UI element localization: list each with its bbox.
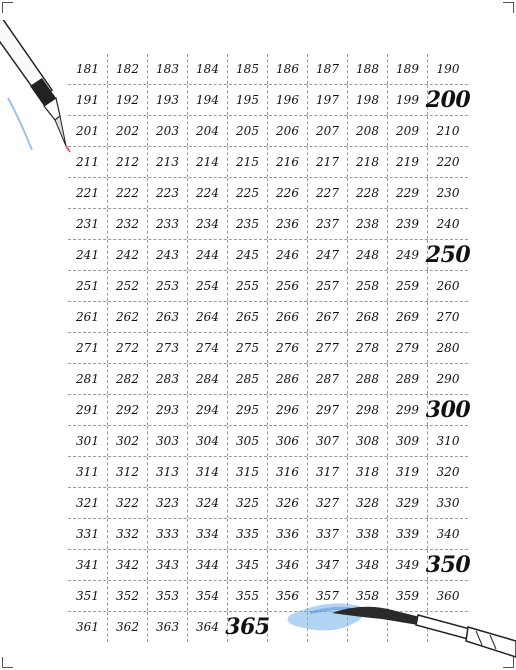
number-cell: 226 — [268, 178, 308, 208]
number-cell: 283 — [148, 364, 188, 394]
number-cell: 311 — [68, 457, 108, 487]
milestone-number-cell: 350 — [425, 552, 471, 578]
number-cell: 296 — [268, 395, 308, 425]
number-cell: 335 — [228, 519, 268, 549]
number-cell: 319 — [388, 457, 428, 487]
number-cell: 306 — [268, 426, 308, 456]
grid-row — [68, 364, 468, 395]
number-cell: 275 — [228, 333, 268, 363]
number-cell: 240 — [436, 217, 460, 231]
number-cell: 302 — [108, 426, 148, 456]
number-cell: 221 — [68, 178, 108, 208]
empty-cell — [308, 612, 348, 642]
number-cell: 206 — [268, 116, 308, 146]
number-cell: 228 — [348, 178, 388, 208]
grid-row — [68, 178, 468, 209]
number-cell: 347 — [308, 550, 348, 580]
number-cell: 362 — [108, 612, 148, 642]
number-cell: 342 — [108, 550, 148, 580]
number-cell: 225 — [228, 178, 268, 208]
number-cell: 259 — [388, 271, 428, 301]
number-cell: 317 — [308, 457, 348, 487]
number-cell: 233 — [148, 209, 188, 239]
number-cell: 243 — [148, 240, 188, 270]
grid-row — [68, 488, 468, 519]
number-cell: 349 — [388, 550, 428, 580]
number-cell: 278 — [348, 333, 388, 363]
number-cell: 280 — [436, 341, 460, 355]
number-cell: 234 — [188, 209, 228, 239]
number-cell: 291 — [68, 395, 108, 425]
number-cell: 254 — [188, 271, 228, 301]
number-cell: 223 — [148, 178, 188, 208]
number-cell: 219 — [388, 147, 428, 177]
number-cell: 293 — [148, 395, 188, 425]
number-cell: 212 — [108, 147, 148, 177]
number-cell: 333 — [148, 519, 188, 549]
number-cell: 198 — [348, 85, 388, 115]
number-cell: 343 — [148, 550, 188, 580]
number-cell: 361 — [68, 612, 108, 642]
number-cell: 274 — [188, 333, 228, 363]
number-cell: 197 — [308, 85, 348, 115]
number-cell: 304 — [188, 426, 228, 456]
number-cell: 327 — [308, 488, 348, 518]
number-cell: 204 — [188, 116, 228, 146]
number-cell: 277 — [308, 333, 348, 363]
number-cell: 261 — [68, 302, 108, 332]
number-cell: 355 — [228, 581, 268, 611]
number-cell: 358 — [348, 581, 388, 611]
number-cell: 236 — [268, 209, 308, 239]
number-cell: 192 — [108, 85, 148, 115]
number-cell: 279 — [388, 333, 428, 363]
number-cell: 217 — [308, 147, 348, 177]
milestone-number-cell: 300 — [425, 397, 471, 423]
number-cell: 270 — [436, 310, 460, 324]
number-cell: 196 — [268, 85, 308, 115]
grid-row — [68, 550, 471, 581]
number-cell: 298 — [348, 395, 388, 425]
number-cell: 294 — [188, 395, 228, 425]
number-cell: 328 — [348, 488, 388, 518]
number-cell: 231 — [68, 209, 108, 239]
grid-row — [68, 271, 468, 302]
milestone-number-cell: 200 — [425, 87, 471, 113]
number-cell: 348 — [348, 550, 388, 580]
number-cell: 242 — [108, 240, 148, 270]
number-cell: 357 — [308, 581, 348, 611]
number-cell: 353 — [148, 581, 188, 611]
number-cell: 215 — [228, 147, 268, 177]
number-cell: 208 — [348, 116, 388, 146]
number-cell: 232 — [108, 209, 148, 239]
number-cell: 363 — [148, 612, 188, 642]
number-cell: 248 — [348, 240, 388, 270]
number-cell: 303 — [148, 426, 188, 456]
number-cell: 272 — [108, 333, 148, 363]
grid-row — [68, 116, 468, 147]
number-cell: 218 — [348, 147, 388, 177]
number-cell: 301 — [68, 426, 108, 456]
number-cell: 316 — [268, 457, 308, 487]
grid-row — [68, 240, 471, 271]
number-cell: 238 — [348, 209, 388, 239]
number-cell: 285 — [228, 364, 268, 394]
number-cell: 207 — [308, 116, 348, 146]
number-cell: 282 — [108, 364, 148, 394]
number-cell: 321 — [68, 488, 108, 518]
number-cell: 326 — [268, 488, 308, 518]
number-cell: 181 — [68, 54, 108, 84]
number-cell: 202 — [108, 116, 148, 146]
grid-row — [68, 519, 468, 550]
number-cell: 332 — [108, 519, 148, 549]
number-cell: 360 — [436, 589, 460, 603]
grid-row — [68, 457, 468, 488]
crop-mark-top-left — [2, 2, 13, 13]
grid-row — [68, 395, 471, 426]
number-cell: 186 — [268, 54, 308, 84]
number-cell: 338 — [348, 519, 388, 549]
number-cell: 336 — [268, 519, 308, 549]
number-cell: 331 — [68, 519, 108, 549]
number-cell: 244 — [188, 240, 228, 270]
number-cell: 284 — [188, 364, 228, 394]
number-cell: 265 — [228, 302, 268, 332]
number-cell: 255 — [228, 271, 268, 301]
crop-mark-bottom-left — [2, 657, 13, 668]
number-cell: 199 — [388, 85, 428, 115]
number-cell: 210 — [436, 124, 460, 138]
grid-row — [68, 54, 468, 85]
number-cell: 224 — [188, 178, 228, 208]
grid-row — [68, 85, 471, 116]
number-cell: 315 — [228, 457, 268, 487]
number-cell: 209 — [388, 116, 428, 146]
number-cell: 281 — [68, 364, 108, 394]
number-cell: 320 — [436, 465, 460, 479]
number-cell: 268 — [348, 302, 388, 332]
number-cell: 290 — [436, 372, 460, 386]
number-cell: 341 — [68, 550, 108, 580]
number-cell: 203 — [148, 116, 188, 146]
crop-mark-top-right — [503, 2, 514, 13]
number-cell: 257 — [308, 271, 348, 301]
empty-cell — [268, 612, 308, 642]
number-cell: 322 — [108, 488, 148, 518]
number-cell: 214 — [188, 147, 228, 177]
number-cell: 189 — [388, 54, 428, 84]
number-cell: 286 — [268, 364, 308, 394]
empty-cell — [348, 612, 388, 642]
number-cell: 323 — [148, 488, 188, 518]
number-cell: 194 — [188, 85, 228, 115]
grid-row — [68, 612, 468, 642]
number-cell: 267 — [308, 302, 348, 332]
number-cell: 308 — [348, 426, 388, 456]
number-cell: 253 — [148, 271, 188, 301]
number-cell: 351 — [68, 581, 108, 611]
number-cell: 262 — [108, 302, 148, 332]
number-cell: 264 — [188, 302, 228, 332]
number-cell: 329 — [388, 488, 428, 518]
number-cell: 346 — [268, 550, 308, 580]
grid-row — [68, 581, 468, 612]
number-cell: 239 — [388, 209, 428, 239]
number-cell: 330 — [436, 496, 460, 510]
number-cell: 193 — [148, 85, 188, 115]
grid-row — [68, 209, 468, 240]
number-cell: 269 — [388, 302, 428, 332]
number-cell: 310 — [436, 434, 460, 448]
number-cell: 185 — [228, 54, 268, 84]
number-cell: 324 — [188, 488, 228, 518]
number-cell: 205 — [228, 116, 268, 146]
number-cell: 256 — [268, 271, 308, 301]
number-cell: 230 — [436, 186, 460, 200]
grid-row — [68, 147, 468, 178]
number-cell: 337 — [308, 519, 348, 549]
number-cell: 211 — [68, 147, 108, 177]
number-cell: 188 — [348, 54, 388, 84]
number-cell: 187 — [308, 54, 348, 84]
number-cell: 195 — [228, 85, 268, 115]
number-cell: 344 — [188, 550, 228, 580]
number-cell: 314 — [188, 457, 228, 487]
number-cell: 345 — [228, 550, 268, 580]
number-cell: 246 — [268, 240, 308, 270]
number-cell: 299 — [388, 395, 428, 425]
number-cell: 287 — [308, 364, 348, 394]
number-cell: 182 — [108, 54, 148, 84]
number-cell: 227 — [308, 178, 348, 208]
number-cell: 251 — [68, 271, 108, 301]
number-cell: 237 — [308, 209, 348, 239]
number-cell: 352 — [108, 581, 148, 611]
grid-row — [68, 333, 468, 364]
number-cell: 271 — [68, 333, 108, 363]
number-cell: 305 — [228, 426, 268, 456]
number-cell: 312 — [108, 457, 148, 487]
number-cell: 263 — [148, 302, 188, 332]
number-cell: 359 — [388, 581, 428, 611]
number-cell: 247 — [308, 240, 348, 270]
number-cell: 289 — [388, 364, 428, 394]
number-cell: 297 — [308, 395, 348, 425]
number-cell: 309 — [388, 426, 428, 456]
number-cell: 235 — [228, 209, 268, 239]
number-cell: 245 — [228, 240, 268, 270]
number-cell: 364 — [188, 612, 228, 642]
number-cell: 229 — [388, 178, 428, 208]
number-cell: 273 — [148, 333, 188, 363]
number-cell: 288 — [348, 364, 388, 394]
number-cell: 213 — [148, 147, 188, 177]
number-cell: 266 — [268, 302, 308, 332]
grid-row — [68, 426, 468, 457]
number-cell: 307 — [308, 426, 348, 456]
number-cell: 258 — [348, 271, 388, 301]
number-cell: 340 — [436, 527, 460, 541]
number-cell: 354 — [188, 581, 228, 611]
number-cell: 216 — [268, 147, 308, 177]
number-cell: 295 — [228, 395, 268, 425]
number-grid — [68, 54, 471, 642]
number-cell: 339 — [388, 519, 428, 549]
number-cell: 222 — [108, 178, 148, 208]
number-cell: 260 — [436, 279, 460, 293]
number-cell: 220 — [436, 155, 460, 169]
number-cell: 184 — [188, 54, 228, 84]
number-cell: 276 — [268, 333, 308, 363]
number-cell: 356 — [268, 581, 308, 611]
number-cell: 241 — [68, 240, 108, 270]
crop-mark-bottom-right — [503, 657, 514, 668]
empty-cell — [428, 612, 468, 642]
milestone-number-cell: 250 — [425, 242, 471, 268]
number-cell: 313 — [148, 457, 188, 487]
milestone-number-cell: 365 — [225, 614, 270, 640]
number-cell: 201 — [68, 116, 108, 146]
number-cell: 249 — [388, 240, 428, 270]
number-cell: 292 — [108, 395, 148, 425]
number-cell: 191 — [68, 85, 108, 115]
number-cell: 334 — [188, 519, 228, 549]
number-cell: 252 — [108, 271, 148, 301]
number-cell: 183 — [148, 54, 188, 84]
empty-cell — [388, 612, 428, 642]
number-cell: 325 — [228, 488, 268, 518]
number-cell: 318 — [348, 457, 388, 487]
grid-row — [68, 302, 468, 333]
number-cell: 190 — [436, 62, 460, 76]
